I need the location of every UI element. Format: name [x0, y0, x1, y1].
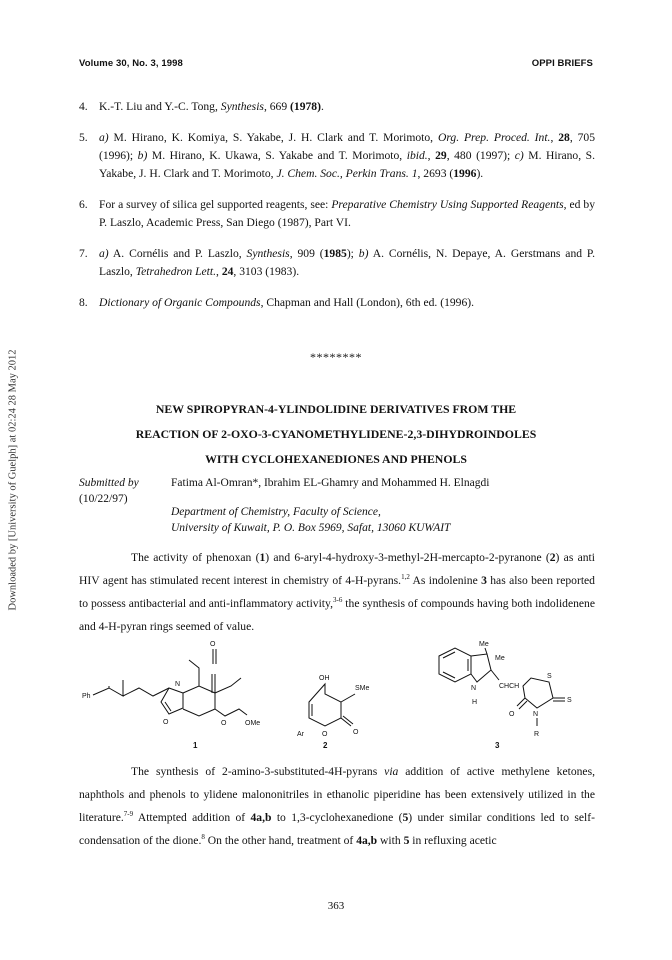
atom-label: Ar [297, 731, 304, 738]
submitted-by-label: Submitted by [79, 477, 139, 489]
affiliation-line: University of Kuwait, P. O. Box 5969, Safat, 13060 KUWAIT [171, 522, 451, 534]
compound-number: 2 [323, 741, 328, 750]
submission-date: (10/22/97) [79, 493, 128, 505]
structure-1 [82, 641, 260, 750]
reference-item [79, 129, 595, 183]
atom-label: O [509, 711, 515, 718]
paragraph-text: The activity of phenoxan (1) and 6-aryl-4-hydroxy-3-methyl-2H-mercapto-2-pyranone (2) as anti HIV agent has stimulated recent interest in chemistry of 4-H-pyrans.$^{1,2}$ As indolenine 3 has also been reported to possess antibacterial and anti-inflammatory activity,$^{3-6}$ the synthesis of compounds having both indolidenene and 4-H-pyran rings seemed of value. [79, 551, 595, 633]
atom-label: N [471, 685, 477, 692]
running-header-journal: OPPI BRIEFS [531, 58, 593, 69]
page-number: 363 [327, 900, 345, 912]
structures-svg [79, 636, 595, 756]
reference-number: 4. [79, 100, 88, 113]
reference-text: a) A. Cornélis and P. Laszlo, Synthesis, 909 (1985); b) A. Cornélis, N. Depaye, A. Gerstmans and P. Laszlo, Tetrahedron Lett., 24, 3103 (1983). [99, 247, 595, 278]
atom-label: O [163, 719, 169, 726]
atom-label: CHCH [499, 683, 520, 690]
atom-label: O [322, 731, 328, 738]
atom-label: Me [495, 655, 505, 662]
section-separator: ******** [310, 350, 362, 364]
article-title-line: WITH CYCLOHEXANEDIONES AND PHENOLS [205, 452, 467, 466]
compound-number: 1 [193, 741, 198, 750]
atom-label: OMe [245, 720, 261, 727]
reference-text: For a survey of silica gel supported reagents, see: Preparative Chemistry Using Supported Reagents, ed by P. Laszlo, Academic Press, San Diego (1987), Part VI. [99, 198, 595, 229]
reference-text: a) M. Hirano, K. Komiya, S. Yakabe, J. H. Clark and T. Morimoto, Org. Prep. Proced. Int., 28, 705 (1996); b) M. Hirano, K. Ukawa, S. Yakabe and T. Morimoto, ibid., 29, 480 (1997); c) M. Hirano, S. Yakabe, J. H. Clark and T. Morimoto, J. Chem. Soc., Perkin Trans. 1, 2693 (1996). [99, 131, 596, 180]
body-paragraph-synthesis [79, 760, 595, 852]
download-watermark-text: Downloaded by [University of Guelph] at 02:24 28 May 2012 [7, 349, 19, 611]
body-paragraph-intro [79, 546, 595, 638]
chemical-structures-figure [79, 636, 595, 756]
atom-label: N [533, 711, 539, 718]
atom-label: S [567, 697, 572, 704]
reference-number: 5. [79, 131, 88, 144]
atom-label: Me [479, 641, 489, 648]
atom-label: S [547, 673, 552, 680]
atom-label: N [175, 681, 181, 688]
paragraph-text: The synthesis of 2-amino-3-substituted-4H-pyrans via addition of active methylene ketones, naphthols and phenols to ylidene malononitriles in ethanolic piperidine has been extensively utilized in the literature.$^{7-9}$ Attempted addition of 4a,b to 1,3-cyclohexanedione (5) under similar conditions led to self-condensation of the dione.$^8$ On the other hand, treatment of 4a,b with 5 in refluxing acetic [79, 765, 595, 847]
reference-list [79, 98, 595, 325]
reference-number: 6. [79, 198, 88, 211]
download-watermark [0, 0, 20, 960]
reference-number: 8. [79, 296, 88, 309]
article-title-line: REACTION OF 2-OXO-3-CYANOMETHYLIDENE-2,3-DIHYDROINDOLES [135, 427, 537, 441]
atom-label: OH [319, 675, 330, 682]
atom-label: R [534, 731, 540, 738]
reference-item [79, 294, 595, 312]
structure-3 [439, 641, 572, 750]
author-list: Fatima Al-Omran*, Ibrahim EL-Ghamry and Mohammed H. Elnagdi [171, 477, 490, 489]
compound-number: 3 [495, 741, 500, 750]
running-header-volume: Volume 30, No. 3, 1998 [79, 58, 183, 69]
reference-item [79, 196, 595, 232]
reference-item [79, 245, 595, 281]
atom-label: SMe [355, 685, 370, 692]
author-affiliation [171, 504, 450, 536]
article-title [60, 397, 612, 472]
atom-label: H [472, 699, 478, 706]
reference-text: Dictionary of Organic Compounds, Chapman and Hall (London), 6th ed. (1996). [99, 296, 475, 309]
article-title-line: NEW SPIROPYRAN-4-YLINDOLIDINE DERIVATIVES FROM THE [155, 402, 517, 416]
reference-item [79, 98, 595, 116]
atom-label: O [210, 641, 216, 648]
affiliation-line: Department of Chemistry, Faculty of Science, [171, 506, 381, 518]
atom-label: O [221, 720, 227, 727]
atom-label: Ph [82, 693, 91, 700]
reference-number: 7. [79, 247, 88, 260]
reference-text: K.-T. Liu and Y.-C. Tong, Synthesis, 669 (1978). [99, 100, 324, 113]
structure-2 [297, 675, 370, 750]
atom-label: O [353, 729, 359, 736]
